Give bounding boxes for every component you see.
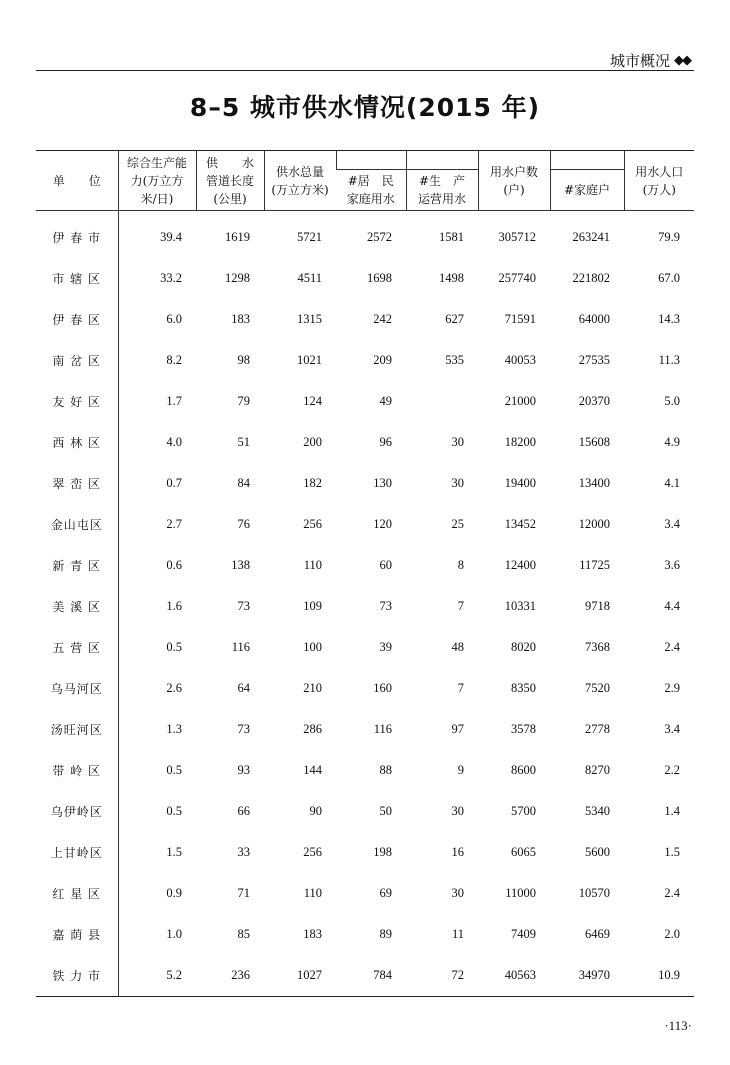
row-unit-name: 市 辖 区 bbox=[36, 258, 118, 299]
cell-population: 11.3 bbox=[658, 353, 680, 367]
cell-households: 71591 bbox=[504, 312, 536, 326]
cell-pipeline: 73 bbox=[237, 722, 250, 736]
header-family-spacer bbox=[550, 151, 624, 170]
cell-supply: 286 bbox=[303, 722, 322, 736]
cell-residential: 160 bbox=[373, 681, 392, 695]
cell-residential: 39 bbox=[379, 640, 392, 654]
cell-production: 535 bbox=[445, 353, 464, 367]
cell-supply: 200 bbox=[303, 435, 322, 449]
header-unit: 单 位 bbox=[36, 151, 118, 211]
table-row bbox=[36, 504, 694, 545]
row-unit-name: 翠 峦 区 bbox=[36, 463, 118, 504]
cell-supply: 4511 bbox=[297, 271, 322, 285]
cell-population: 14.3 bbox=[658, 312, 680, 326]
row-unit-name: 西 林 区 bbox=[36, 422, 118, 463]
cell-population: 2.4 bbox=[664, 640, 680, 654]
cell-family: 10570 bbox=[578, 886, 610, 900]
cell-pipeline: 76 bbox=[237, 517, 250, 531]
cell-pipeline: 1619 bbox=[225, 230, 250, 244]
cell-households: 12400 bbox=[504, 558, 536, 572]
cell-family: 27535 bbox=[578, 353, 610, 367]
cell-residential: 1698 bbox=[367, 271, 392, 285]
cell-households: 11000 bbox=[505, 886, 536, 900]
cell-family: 2778 bbox=[585, 722, 610, 736]
row-unit-name: 带 岭 区 bbox=[36, 750, 118, 791]
cell-residential: 49 bbox=[379, 394, 392, 408]
cell-pipeline: 1298 bbox=[225, 271, 250, 285]
running-head bbox=[610, 50, 690, 71]
cell-residential: 69 bbox=[379, 886, 392, 900]
cell-production: 8 bbox=[457, 558, 464, 572]
cell-production: 25 bbox=[451, 517, 464, 531]
cell-family: 20370 bbox=[578, 394, 610, 408]
cell-capacity: 1.7 bbox=[166, 394, 182, 408]
cell-family: 5600 bbox=[585, 845, 610, 859]
cell-residential: 198 bbox=[373, 845, 392, 859]
cell-capacity: 4.0 bbox=[166, 435, 182, 449]
cell-residential: 242 bbox=[373, 312, 392, 326]
table-row bbox=[36, 545, 694, 586]
header-family-households: #家庭户 bbox=[550, 170, 624, 211]
header-residential: #居 民 家庭用水 bbox=[336, 170, 406, 211]
table-row bbox=[36, 211, 694, 259]
table-row bbox=[36, 668, 694, 709]
header-pipeline: 供 水 管道长度 (公里) bbox=[196, 151, 264, 211]
cell-capacity: 0.6 bbox=[166, 558, 182, 572]
cell-residential: 89 bbox=[379, 927, 392, 941]
cell-production: 97 bbox=[451, 722, 464, 736]
cell-pipeline: 71 bbox=[237, 886, 250, 900]
cell-supply: 210 bbox=[303, 681, 322, 695]
cell-production: 11 bbox=[451, 927, 464, 941]
table-row bbox=[36, 422, 694, 463]
cell-production: 9 bbox=[457, 763, 464, 777]
cell-supply: 183 bbox=[303, 927, 322, 941]
table-row bbox=[36, 955, 694, 997]
cell-family: 7368 bbox=[585, 640, 610, 654]
cell-households: 13452 bbox=[504, 517, 536, 531]
cell-production: 30 bbox=[451, 886, 464, 900]
row-unit-name: 乌伊岭区 bbox=[36, 791, 118, 832]
cell-production: 30 bbox=[451, 804, 464, 818]
cell-population: 4.9 bbox=[664, 435, 680, 449]
cell-population: 2.2 bbox=[664, 763, 680, 777]
header-capacity: 综合生产能 力(万立方 米/日) bbox=[118, 151, 196, 211]
cell-households: 8600 bbox=[511, 763, 536, 777]
cell-households: 40563 bbox=[478, 955, 550, 997]
cell-capacity: 8.2 bbox=[166, 353, 182, 367]
cell-population: 3.6 bbox=[664, 558, 680, 572]
row-unit-name: 伊 春 市 bbox=[36, 211, 118, 259]
cell-households: 8020 bbox=[511, 640, 536, 654]
cell-family: 12000 bbox=[578, 517, 610, 531]
cell-pipeline: 93 bbox=[237, 763, 250, 777]
cell-production: 30 bbox=[451, 476, 464, 490]
cell-residential: 88 bbox=[379, 763, 392, 777]
cell-residential: 116 bbox=[373, 722, 392, 736]
cell-pipeline: 66 bbox=[237, 804, 250, 818]
row-unit-name: 新 青 区 bbox=[36, 545, 118, 586]
row-unit-name: 嘉 荫 县 bbox=[36, 914, 118, 955]
cell-pipeline: 138 bbox=[231, 558, 250, 572]
cell-production: 1581 bbox=[439, 230, 464, 244]
cell-households: 257740 bbox=[498, 271, 536, 285]
cell-households: 19400 bbox=[504, 476, 536, 490]
cell-supply: 100 bbox=[303, 640, 322, 654]
cell-population: 67.0 bbox=[658, 271, 680, 285]
page-title: 8–5 城市供水情况(2015 年) bbox=[189, 93, 541, 122]
header-rule bbox=[36, 70, 694, 71]
cell-capacity: 39.4 bbox=[160, 230, 182, 244]
cell-households: 7409 bbox=[511, 927, 536, 941]
table-row bbox=[36, 627, 694, 668]
cell-pipeline: 64 bbox=[237, 681, 250, 695]
header-production: #生 产 运营用水 bbox=[406, 170, 478, 211]
cell-population: 10.9 bbox=[624, 955, 694, 997]
row-unit-name: 南 岔 区 bbox=[36, 340, 118, 381]
table-row bbox=[36, 299, 694, 340]
cell-households: 10331 bbox=[504, 599, 536, 613]
row-unit-name: 红 星 区 bbox=[36, 873, 118, 914]
cell-pipeline: 84 bbox=[237, 476, 250, 490]
cell-supply: 1027 bbox=[264, 955, 336, 997]
cell-households: 5700 bbox=[511, 804, 536, 818]
table-row bbox=[36, 914, 694, 955]
cell-residential: 2572 bbox=[367, 230, 392, 244]
row-unit-name: 汤旺河区 bbox=[36, 709, 118, 750]
cell-population: 2.0 bbox=[664, 927, 680, 941]
cell-population: 79.9 bbox=[658, 230, 680, 244]
cell-supply: 256 bbox=[303, 845, 322, 859]
table-row bbox=[36, 791, 694, 832]
cell-pipeline: 85 bbox=[237, 927, 250, 941]
cell-supply: 256 bbox=[303, 517, 322, 531]
cell-supply: 110 bbox=[303, 558, 322, 572]
cell-production: 72 bbox=[406, 955, 478, 997]
cell-population: 2.4 bbox=[664, 886, 680, 900]
cell-capacity: 1.3 bbox=[166, 722, 182, 736]
cell-residential: 60 bbox=[379, 558, 392, 572]
cell-production: 7 bbox=[457, 599, 464, 613]
running-head-text: 城市概况 bbox=[609, 52, 670, 70]
cell-capacity: 0.5 bbox=[166, 763, 182, 777]
table-row bbox=[36, 340, 694, 381]
cell-residential: 130 bbox=[373, 476, 392, 490]
cell-pipeline: 79 bbox=[237, 394, 250, 408]
cell-residential: 96 bbox=[379, 435, 392, 449]
header-residential-spacer bbox=[336, 151, 406, 170]
cell-production: 627 bbox=[445, 312, 464, 326]
cell-capacity: 2.6 bbox=[166, 681, 182, 695]
cell-supply: 182 bbox=[303, 476, 322, 490]
cell-population: 3.4 bbox=[664, 517, 680, 531]
diamond-ornament-icon: ◆◆ bbox=[674, 53, 690, 68]
cell-population: 5.0 bbox=[664, 394, 680, 408]
cell-capacity: 2.7 bbox=[166, 517, 182, 531]
header-production-spacer bbox=[406, 151, 478, 170]
cell-supply: 124 bbox=[303, 394, 322, 408]
table-row bbox=[36, 463, 694, 504]
cell-residential: 209 bbox=[373, 353, 392, 367]
cell-capacity: 5.2 bbox=[118, 955, 196, 997]
cell-production: 1498 bbox=[439, 271, 464, 285]
cell-family: 221802 bbox=[572, 271, 610, 285]
table-row bbox=[36, 750, 694, 791]
cell-households: 18200 bbox=[504, 435, 536, 449]
cell-capacity: 0.7 bbox=[166, 476, 182, 490]
cell-capacity: 1.0 bbox=[166, 927, 182, 941]
cell-family: 15608 bbox=[578, 435, 610, 449]
cell-production: 30 bbox=[451, 435, 464, 449]
cell-supply: 5721 bbox=[297, 230, 322, 244]
cell-capacity: 1.5 bbox=[166, 845, 182, 859]
cell-households: 305712 bbox=[498, 230, 536, 244]
cell-supply: 1021 bbox=[297, 353, 322, 367]
row-unit-name: 乌马河区 bbox=[36, 668, 118, 709]
cell-family: 5340 bbox=[585, 804, 610, 818]
cell-households: 6065 bbox=[511, 845, 536, 859]
table-row bbox=[36, 258, 694, 299]
cell-households: 3578 bbox=[511, 722, 536, 736]
cell-supply: 144 bbox=[303, 763, 322, 777]
cell-residential: 50 bbox=[379, 804, 392, 818]
cell-supply: 1315 bbox=[297, 312, 322, 326]
table-row bbox=[36, 832, 694, 873]
cell-supply: 110 bbox=[303, 886, 322, 900]
cell-pipeline: 33 bbox=[237, 845, 250, 859]
cell-family: 263241 bbox=[572, 230, 610, 244]
cell-pipeline: 51 bbox=[237, 435, 250, 449]
cell-family: 6469 bbox=[585, 927, 610, 941]
row-unit-name: 美 溪 区 bbox=[36, 586, 118, 627]
cell-family: 13400 bbox=[578, 476, 610, 490]
cell-population: 1.5 bbox=[664, 845, 680, 859]
header-supply-total: 供水总量 (万立方米) bbox=[264, 151, 336, 211]
cell-production: 7 bbox=[457, 681, 464, 695]
cell-population: 1.4 bbox=[664, 804, 680, 818]
cell-production bbox=[406, 381, 478, 422]
table-row bbox=[36, 709, 694, 750]
cell-production: 48 bbox=[451, 640, 464, 654]
cell-capacity: 0.5 bbox=[166, 804, 182, 818]
row-unit-name: 五 营 区 bbox=[36, 627, 118, 668]
row-unit-name: 金山屯区 bbox=[36, 504, 118, 545]
header-population: 用水人口 (万人) bbox=[624, 151, 694, 211]
cell-capacity: 6.0 bbox=[166, 312, 182, 326]
cell-supply: 90 bbox=[309, 804, 322, 818]
cell-family: 7520 bbox=[585, 681, 610, 695]
cell-population: 4.4 bbox=[664, 599, 680, 613]
cell-production: 16 bbox=[451, 845, 464, 859]
cell-pipeline: 98 bbox=[237, 353, 250, 367]
cell-pipeline: 116 bbox=[231, 640, 250, 654]
cell-pipeline: 236 bbox=[196, 955, 264, 997]
cell-family: 8270 bbox=[585, 763, 610, 777]
header-households: 用水户数 (户) bbox=[478, 151, 550, 211]
page-number: ·113· bbox=[664, 1018, 692, 1033]
water-supply-table bbox=[36, 150, 694, 997]
cell-residential: 120 bbox=[373, 517, 392, 531]
table-body bbox=[36, 211, 694, 997]
cell-capacity: 33.2 bbox=[160, 271, 182, 285]
row-unit-name: 铁 力 市 bbox=[36, 955, 118, 997]
cell-population: 3.4 bbox=[664, 722, 680, 736]
table-row bbox=[36, 381, 694, 422]
table-row bbox=[36, 873, 694, 914]
cell-population: 2.9 bbox=[664, 681, 680, 695]
cell-households: 8350 bbox=[511, 681, 536, 695]
row-unit-name: 友 好 区 bbox=[36, 381, 118, 422]
row-unit-name: 伊 春 区 bbox=[36, 299, 118, 340]
cell-residential: 73 bbox=[379, 599, 392, 613]
cell-capacity: 1.6 bbox=[166, 599, 182, 613]
row-unit-name: 上甘岭区 bbox=[36, 832, 118, 873]
cell-households: 40053 bbox=[504, 353, 536, 367]
cell-households: 21000 bbox=[504, 394, 536, 408]
cell-capacity: 0.9 bbox=[166, 886, 182, 900]
cell-supply: 109 bbox=[303, 599, 322, 613]
cell-family: 9718 bbox=[585, 599, 610, 613]
cell-pipeline: 183 bbox=[231, 312, 250, 326]
cell-family: 34970 bbox=[550, 955, 624, 997]
cell-capacity: 0.5 bbox=[166, 640, 182, 654]
cell-pipeline: 73 bbox=[237, 599, 250, 613]
cell-population: 4.1 bbox=[664, 476, 680, 490]
cell-family: 11725 bbox=[579, 558, 610, 572]
table-row bbox=[36, 586, 694, 627]
cell-family: 64000 bbox=[578, 312, 610, 326]
cell-residential: 784 bbox=[336, 955, 406, 997]
